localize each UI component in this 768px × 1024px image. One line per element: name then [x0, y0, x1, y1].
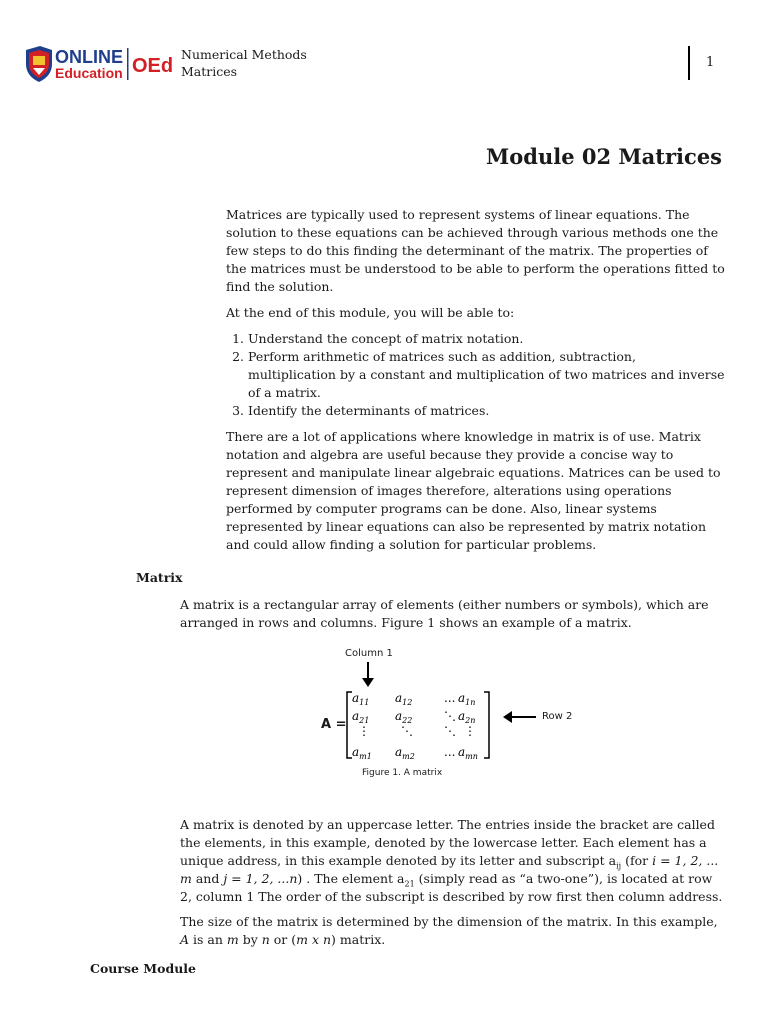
- intro-paragraph-1: Matrices are typically used to represent systems of linear equations. The solution to these equations can be achieved through various methods one the few steps to do this finding the determinant of the matrix. The properties of the matrices must be understood to be able to perform the operations fitted to find the solution.: [226, 207, 725, 294]
- objective-item: 3. Identify the determinants of matrices.: [248, 402, 726, 420]
- intro-paragraph-3: There are a lot of applications where knowledge in matrix is of use. Matrix notation and algebra are useful because they provide a concise way to represent and manipulate linear algebraic equations. Matrices can be used to represent dimension of images therefore, alterations using operations performed by computer programs can be done. Also, linear systems represented by linear equations can also be represented by matrix notation and could allow finding a solution for particular problems.: [226, 429, 721, 552]
- matrix-element: ⋱: [444, 724, 456, 738]
- svg-text:Education: Education: [55, 65, 123, 81]
- matrix-element: $a_{1n}$: [458, 691, 476, 707]
- matrix-element: $a_{2n}$: [458, 709, 476, 725]
- matrix-element: ⋮: [464, 724, 476, 738]
- footer-course-module: Course Module: [90, 961, 197, 976]
- matrix-figure: [330, 662, 550, 764]
- matrix-element: $a_{22}$: [395, 709, 413, 725]
- page-number: 1: [706, 55, 715, 70]
- matrix-definition-paragraph: A matrix is a rectangular array of elements (either numbers or symbols), which are arranged in rows and columns. Figure 1 shows an example of a matrix.: [180, 597, 709, 630]
- matrix-notation-section: [180, 816, 728, 956]
- matrix-element: ...: [444, 691, 456, 705]
- header-topic: Matrices: [181, 64, 238, 79]
- page-title: Module 02 Matrices: [486, 144, 722, 169]
- objectives-list: [226, 330, 726, 420]
- svg-text:ONLINE: ONLINE: [55, 47, 124, 67]
- svg-text:OEd: OEd: [132, 55, 174, 77]
- objective-item: 1. Understand the concept of matrix notation.: [248, 330, 726, 348]
- intro-section: [226, 206, 726, 562]
- header-divider: [688, 46, 690, 80]
- matrix-element: $a_{12}$: [395, 691, 413, 707]
- matrix-element: $a_{m1}$: [352, 745, 372, 761]
- figure-matrix-name: A =: [321, 717, 347, 732]
- notation-paragraph: A matrix is denoted by an uppercase letter. The entries inside the bracket are called the elements, in this example, denoted by the lowercase letter. Each element has a unique address, in this example denoted by its letter and subscript $a_{ij}$ (for i = 1, 2, ... m and j = 1, 2, ...n) . The element $a_{21}$ (simply read as “a two-one”), is located at row 2, column 1 The order of the subscript is described by row first then column address.: [180, 817, 723, 904]
- header-course-info: [181, 46, 307, 80]
- matrix-element: ⋱: [401, 724, 413, 738]
- matrix-element: ⋮: [358, 724, 370, 738]
- matrix-element: $a_{mn}$: [458, 745, 478, 761]
- header-course: Numerical Methods: [181, 47, 307, 62]
- matrix-element: $a_{m2}$: [395, 745, 415, 761]
- intro-paragraph-2: At the end of this module, you will be able to:: [226, 305, 515, 320]
- matrix-element: $a_{21}$: [352, 709, 370, 725]
- online-education-logo: [24, 44, 174, 84]
- figure-row-label: Row 2: [542, 711, 573, 722]
- figure-column-label: Column 1: [345, 648, 393, 659]
- matrix-element: $a_{11}$: [352, 691, 370, 707]
- size-paragraph: The size of the matrix is determined by the dimension of the matrix. In this example, A is an m by n or (m x n) matrix.: [180, 914, 718, 947]
- figure-caption: Figure 1. A matrix: [362, 768, 443, 778]
- matrix-element: ⋱: [444, 709, 456, 723]
- objective-item: 2. Perform arithmetic of matrices such as addition, subtraction, multiplication by a constant and multiplication of two matrices and inverse of a matrix.: [248, 348, 726, 402]
- section-heading-matrix: Matrix: [136, 570, 183, 585]
- matrix-element: ...: [444, 745, 456, 759]
